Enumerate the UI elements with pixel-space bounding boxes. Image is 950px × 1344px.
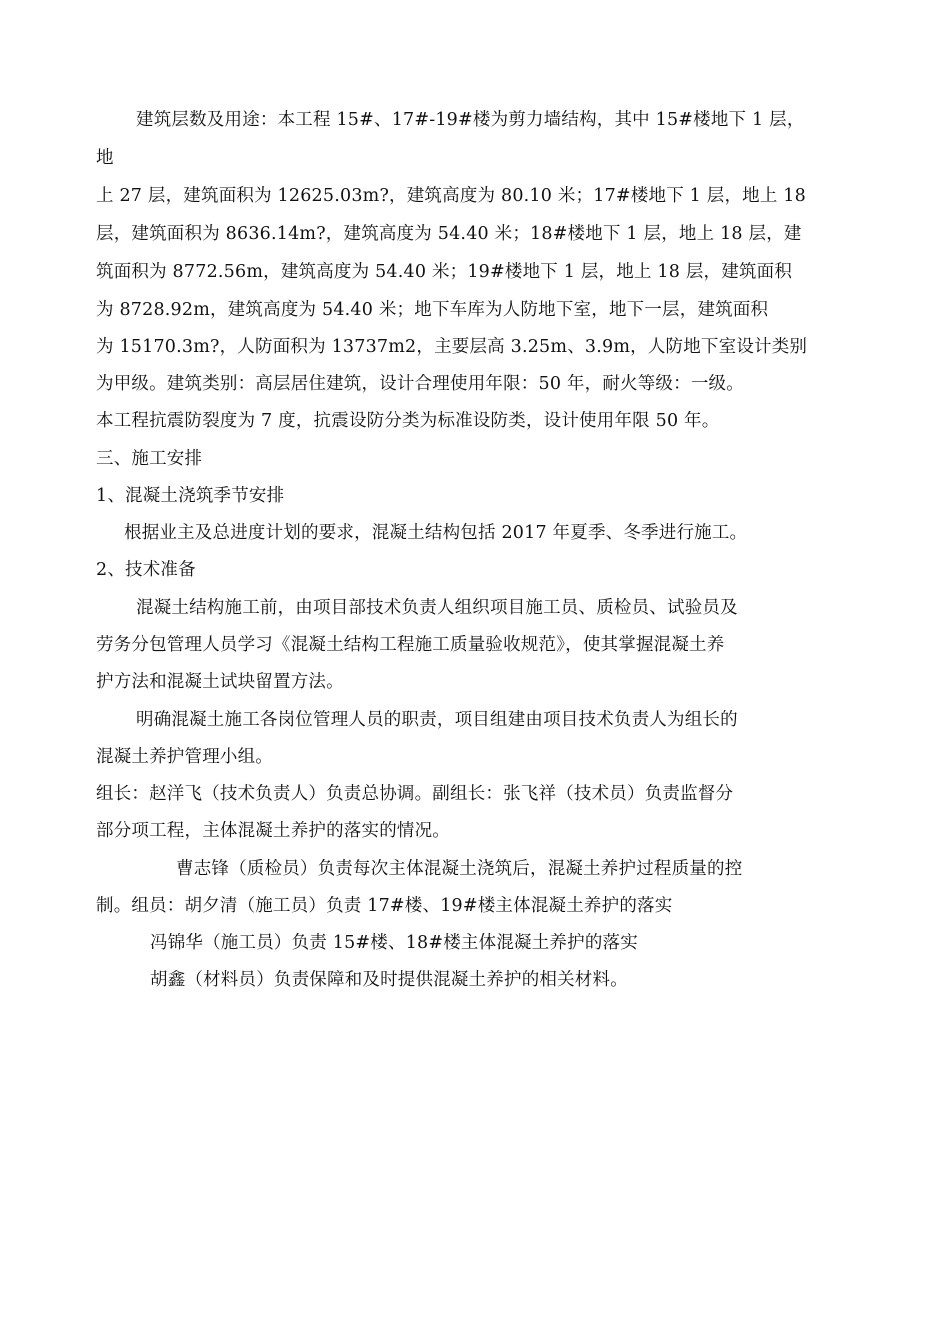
paragraph-line-19: 制。组员：胡夕清（施工员）负责 17#楼、19#楼主体混凝土养护的落实 [96, 896, 673, 916]
paragraph-line-15: 混凝土养护管理小组。 [96, 747, 273, 767]
paragraph-line-7: 为 15170.3m?，人防面积为 13737m2，主要层高 3.25m、3.9m，人防地下室设计类别 [96, 337, 808, 357]
subsection-heading-2: 2、技术准备 [96, 560, 196, 580]
paragraph-line-17: 部分项工程，主体混凝土养护的落实的情况。 [96, 821, 450, 841]
paragraph-line-20: 冯锦华（施工员）负责 15#楼、18#楼主体混凝土养护的落实 [150, 933, 638, 953]
paragraph-line-1: 建筑层数及用途：本工程 15#、17#-19#楼为剪力墙结构，其中 15#楼地下 1 层， [136, 110, 805, 130]
paragraph-line-12: 劳务分包管理人员学习《混凝土结构工程施工质量验收规范》，使其掌握混凝土养 [96, 635, 725, 655]
paragraph-line-16: 组长：赵洋飞（技术负责人）负责总协调。副组长：张飞祥（技术员）负责监督分 [96, 784, 734, 804]
section-heading: 三、施工安排 [96, 449, 203, 469]
paragraph-line-14: 明确混凝土施工各岗位管理人员的职责，项目组建由项目技术负责人为组长的 [136, 710, 738, 730]
subsection-heading-1: 1、混凝土浇筑季节安排 [96, 486, 285, 506]
paragraph-line-3: 上 27 层，建筑面积为 12625.03m?，建筑高度为 80.10 米；17#楼地下 1 层，地上 18 [96, 186, 806, 206]
paragraph-line-4: 层，建筑面积为 8636.14m?，建筑高度为 54.40 米；18#楼地下 1 层，地上 18 层，建 [96, 224, 802, 244]
paragraph-line-8: 为甲级。建筑类别：高层居住建筑，设计合理使用年限：50 年，耐火等级：一级。 [96, 374, 744, 394]
paragraph-line-13: 护方法和混凝土试块留置方法。 [96, 672, 344, 692]
paragraph-line-11: 混凝土结构施工前，由项目部技术负责人组织项目施工员、质检员、试验员及 [136, 598, 738, 618]
paragraph-line-18: 曹志锋（质检员）负责每次主体混凝土浇筑后，混凝土养护过程质量的控 [176, 859, 743, 879]
paragraph-line-6: 为 8728.92m，建筑高度为 54.40 米；地下车库为人防地下室，地下一层，建筑面积 [96, 300, 769, 320]
paragraph-line-10: 根据业主及总进度计划的要求，混凝土结构包括 2017 年夏季、冬季进行施工。 [124, 523, 748, 543]
paragraph-line-5: 筑面积为 8772.56m，建筑高度为 54.40 米；19#楼地下 1 层，地上 18 层，建筑面积 [96, 262, 793, 282]
paragraph-line-21: 胡鑫（材料员）负责保障和及时提供混凝土养护的相关材料。 [150, 970, 628, 990]
paragraph-line-2: 地 [96, 148, 114, 168]
paragraph-line-9: 本工程抗震防裂度为 7 度，抗震设防分类为标准设防类，设计使用年限 50 年。 [96, 411, 720, 431]
